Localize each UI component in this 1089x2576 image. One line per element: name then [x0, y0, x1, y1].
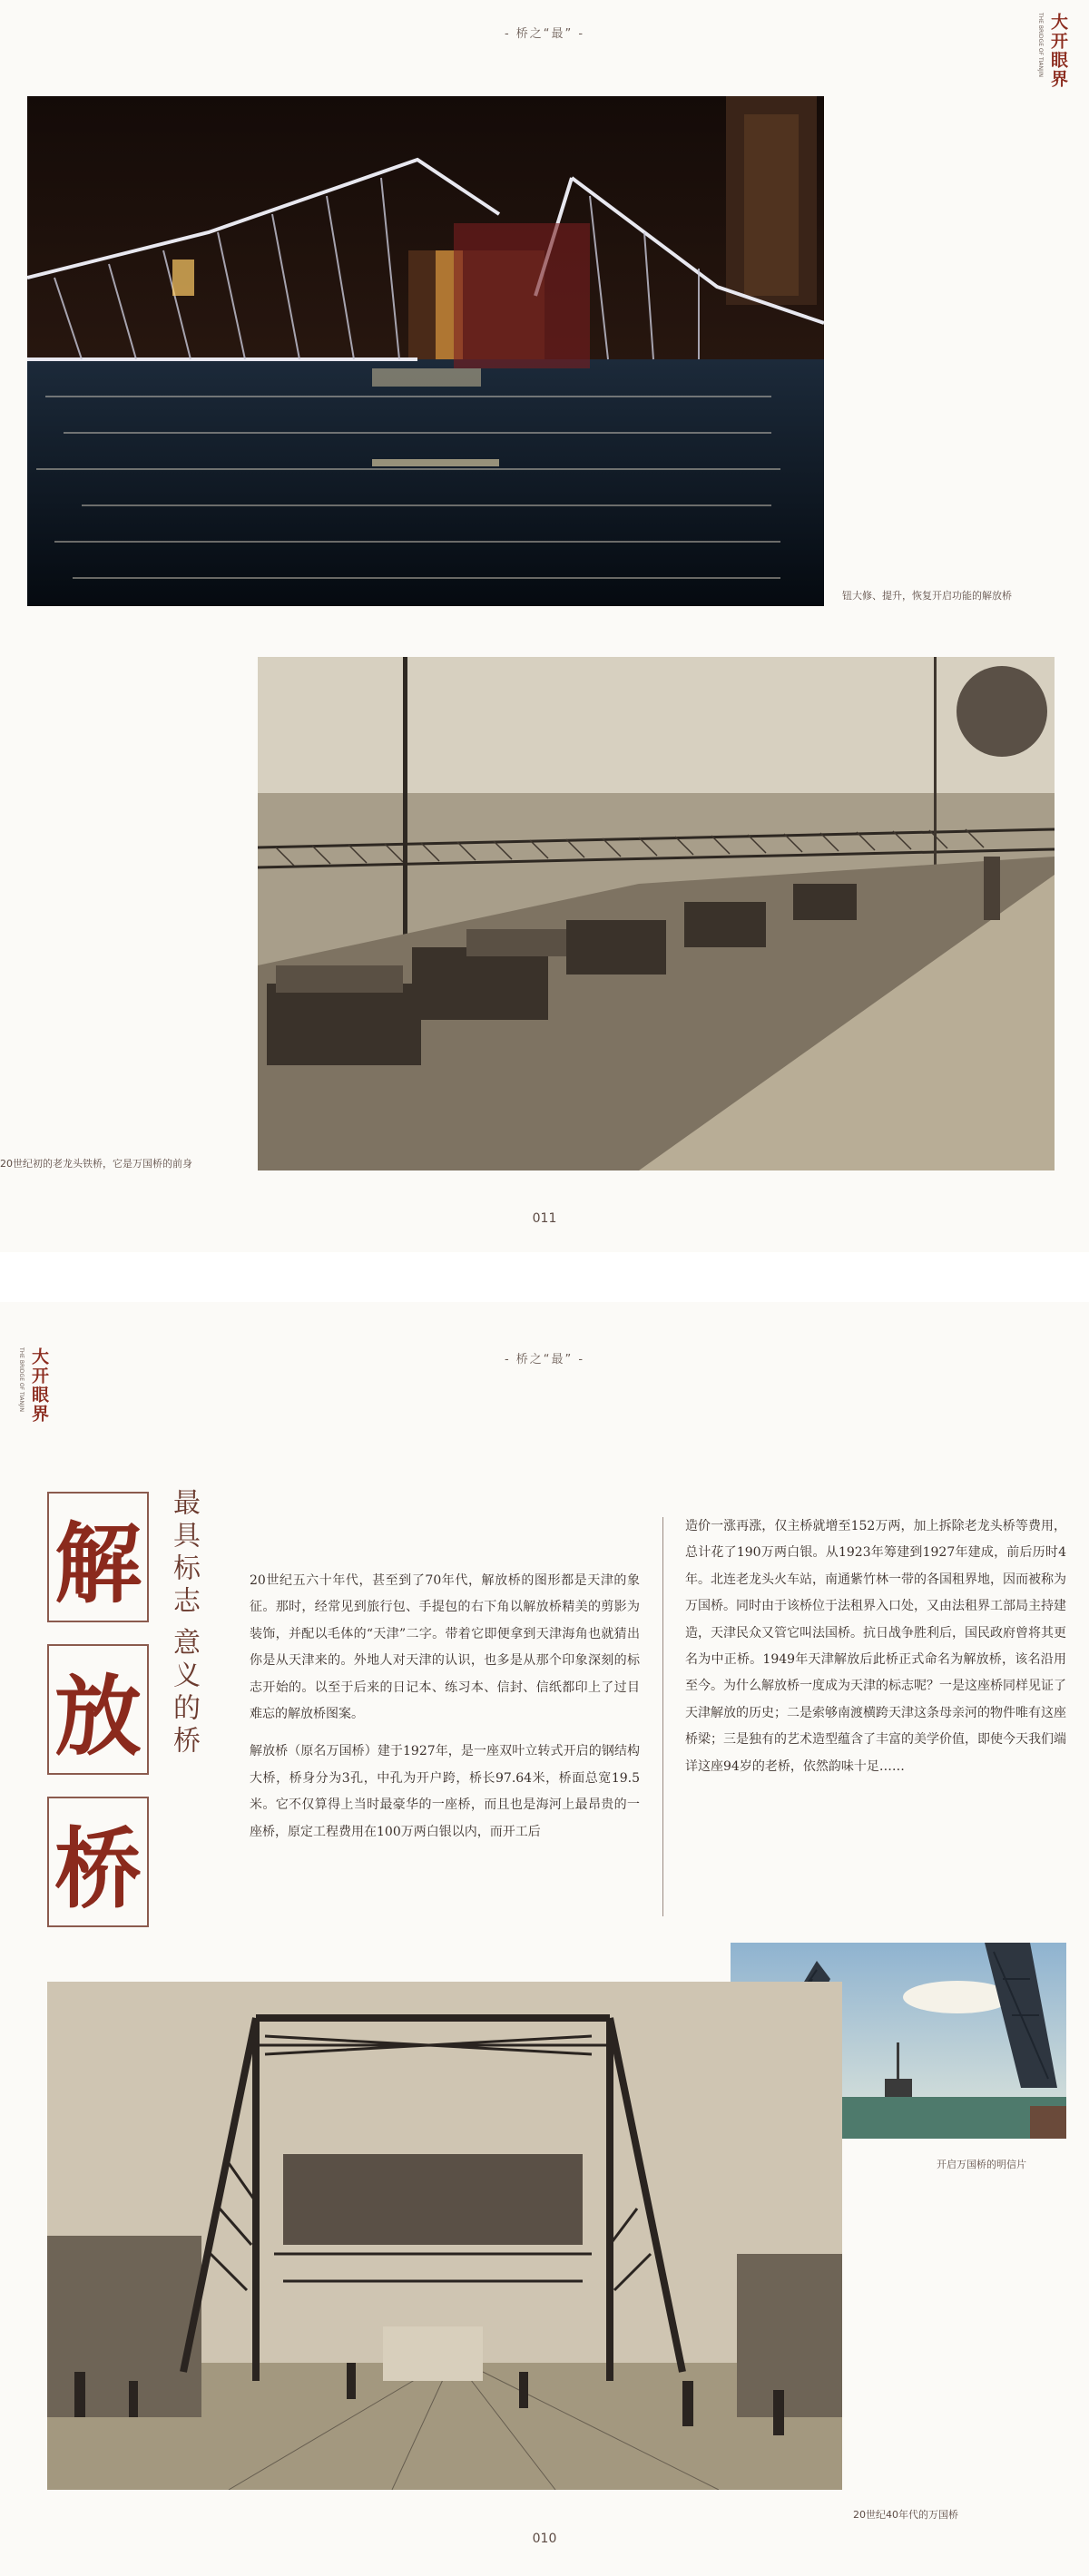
old-photo-caption: 20世纪初的老龙头铁桥，它是万国桥的前身 — [0, 1158, 192, 1170]
logo-title: 大开眼界 — [29, 1347, 49, 1424]
logo-subtitle: THE BRIDGE OF TIANJIN — [1037, 13, 1044, 78]
paragraph: 20世纪五六十年代，甚至到了70年代，解放桥的图形都是天津的象征。那时，经常见到旅行包、手提包的右下角以解放桥精美的剪影为装饰，并配以毛体的“天津”二字。带着它即便拿到天津海角也就猜出你是从天津来的。外地人对天津的认识，也多是从那个印象深刻的标志开始的。以至于后来的日记本、练习本、信封、信纸都印上了过目难忘的解放桥图案。 — [250, 1573, 640, 1721]
paragraph: 解放桥（原名万国桥）建于1927年，是一座双叶立转式开启的钢结构大桥，桥身分为3孔，中孔为开户跨，桥长97.64米，桥面总宽19.5米。它不仅算得上当时最豪华的一座桥，而且也是海河上最昂贵的一座桥，原定工程费用在100万两白银以内，而开工后 — [250, 1744, 640, 1839]
gate-photo-caption: 20世纪40年代的万国桥 — [853, 2509, 958, 2521]
running-head: - 桥之“最” - — [504, 27, 585, 41]
body-column-1 — [250, 1568, 640, 1846]
subtitle-line: 意义的桥 — [168, 1628, 200, 1758]
night-photo-caption: 钮大修、提升，恢复开启功能的解放桥 — [842, 590, 1012, 602]
article-subtitle — [163, 1488, 203, 1758]
paragraph: 造价一涨再涨，仅主桥就增至152万两，加上拆除老龙头桥等费用，总计花了190万两白银。从1923年筹建到1927年建成，前后历时4年。北连老龙头火车站，南通紫竹林一带的各国租界地，因而被称为万国桥。同时由于该桥位于法租界入口处，又由法租界工部局主持建造，天津民众又管它叫法国桥。抗日战争胜利后，国民政府曾将其更名为中正桥。1949年天津解放后此桥正式命名为解放桥，该名沿用至今。为什么解放桥一度成为天津的标志呢？一是这座桥同样见证了天津解放的历史；二是索够南渡横跨天津这条母亲河的物件唯有这座桥梁；三是独有的艺术造型蕴含了丰富的美学价值，即使今天我们端详这座94岁的老桥，依然韵味十足…… — [685, 1519, 1066, 1774]
night-bridge-photo — [27, 96, 824, 606]
page-top — [0, 0, 1089, 1252]
old-bridge-photo — [258, 657, 1055, 1170]
page-number: 010 — [532, 2532, 557, 2546]
title-char: 桥 — [47, 1797, 149, 1927]
logo-title: 大开眼界 — [1048, 13, 1068, 89]
body-column-2 — [685, 1513, 1066, 1780]
title-char: 放 — [47, 1644, 149, 1775]
bridge-gate-photo — [47, 1982, 842, 2490]
page-number: 011 — [532, 1211, 557, 1226]
postcard-caption: 开启万国桥的明信片 — [937, 2159, 1026, 2170]
subtitle-line: 最具标志 — [168, 1488, 200, 1619]
column-divider — [662, 1517, 663, 1916]
running-head: - 桥之“最” - — [504, 1353, 585, 1366]
logo-subtitle: THE BRIDGE OF TIANJIN — [18, 1347, 25, 1413]
title-char: 解 — [47, 1492, 149, 1622]
publication-logo — [1037, 13, 1071, 89]
